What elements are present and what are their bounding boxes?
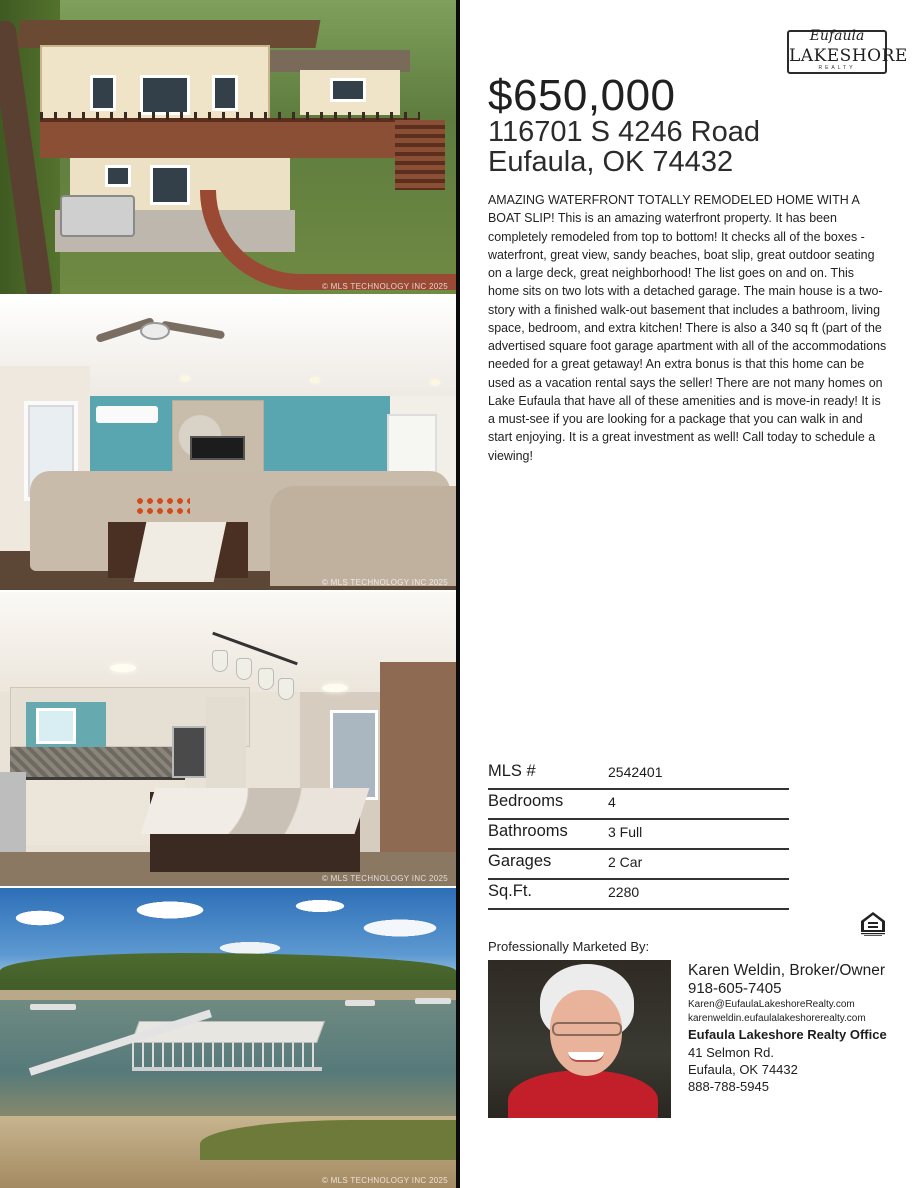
spec-value: 2 Car — [608, 854, 643, 870]
photo-watermark: © MLS TECHNOLOGY INC 2025 — [321, 874, 448, 883]
listing-price: $650,000 — [488, 71, 676, 120]
photo-kitchen — [0, 592, 456, 886]
listing-description: AMAZING WATERFRONT TOTALLY REMODELED HOME WITH A BOAT SLIP! This is an amazing waterfront property. It has been completely remodeled from top to bottom! It checks all of the boxes - waterfront, great view, sandy beaches, boat slip, great outdoor seating on a large deck, great neighborhood! The list goes on and on. This home sits on two lots with a detached garage. The main house is a two-story with a finished walk-out basement that includes a bathroom, living space, bedroom, and extra kitchen! There is also a 340 sq ft (part of the advertised square foot garage apartment with all of the accommodations needed for a great getaway! An extra bonus is that this home can be used as a vacation rental says the seller! There are not many homes on Lake Eufaula that have all of these amenities and is move-in ready! It is a must-see if you are looking for a package that you can walk in and start enjoying. It is a great investment as well! Call today to schedule a viewing! — [488, 193, 887, 463]
photo-watermark: © MLS TECHNOLOGY INC 2025 — [321, 282, 448, 291]
agent-email[interactable]: Karen@EufaulaLakeshoreRealty.com — [688, 999, 855, 1010]
office-city: Eufaula, OK 74432 — [688, 1062, 798, 1077]
spec-label: Sq.Ft. — [488, 882, 533, 900]
spec-row-bathrooms — [488, 820, 789, 850]
agent-website[interactable]: karenweldin.eufaulalakeshorerealty.com — [688, 1013, 866, 1024]
spec-value: 2542401 — [608, 764, 663, 780]
photo-watermark: © MLS TECHNOLOGY INC 2025 — [321, 578, 448, 587]
column-divider — [456, 0, 460, 1188]
photo-lake-dock — [0, 888, 456, 1188]
agent-phone[interactable]: 918-605-7405 — [688, 980, 782, 997]
spec-label: MLS # — [488, 762, 536, 780]
office-phone[interactable]: 888-788-5945 — [688, 1079, 769, 1094]
address-line-1: 116701 S 4246 Road — [488, 116, 760, 148]
equal-housing-opportunity-icon — [859, 910, 887, 938]
agent-name: Karen Weldin, Broker/Owner — [688, 962, 885, 979]
spec-row-sqft — [488, 880, 789, 910]
agent-contact — [688, 961, 903, 1095]
photo-watermark: © MLS TECHNOLOGY INC 2025 — [321, 1176, 448, 1185]
address-line-2: Eufaula, OK 74432 — [488, 146, 734, 178]
spec-label: Bedrooms — [488, 792, 564, 810]
office-name: Eufaula Lakeshore Realty Office — [688, 1027, 887, 1042]
spec-row-garages — [488, 850, 789, 880]
listing-address — [488, 117, 760, 177]
marketed-by-heading: Professionally Marketed By: — [488, 939, 650, 954]
office-street: 41 Selmon Rd. — [688, 1045, 774, 1060]
spec-value: 4 — [608, 794, 616, 810]
photo-exterior — [0, 0, 456, 294]
brokerage-logo: Eufaula LAKESHORE REALTY — [787, 30, 887, 74]
photo-column — [0, 0, 456, 1188]
spec-label: Garages — [488, 852, 552, 870]
spec-row-mls — [488, 760, 789, 790]
spec-row-bedrooms — [488, 790, 789, 820]
spec-label: Bathrooms — [488, 822, 568, 840]
spec-value: 2280 — [608, 884, 640, 900]
ceiling-fan — [95, 304, 225, 344]
photo-living-room — [0, 296, 456, 590]
spec-table — [488, 760, 789, 910]
spec-value: 3 Full — [608, 824, 643, 840]
agent-photo — [488, 960, 671, 1118]
